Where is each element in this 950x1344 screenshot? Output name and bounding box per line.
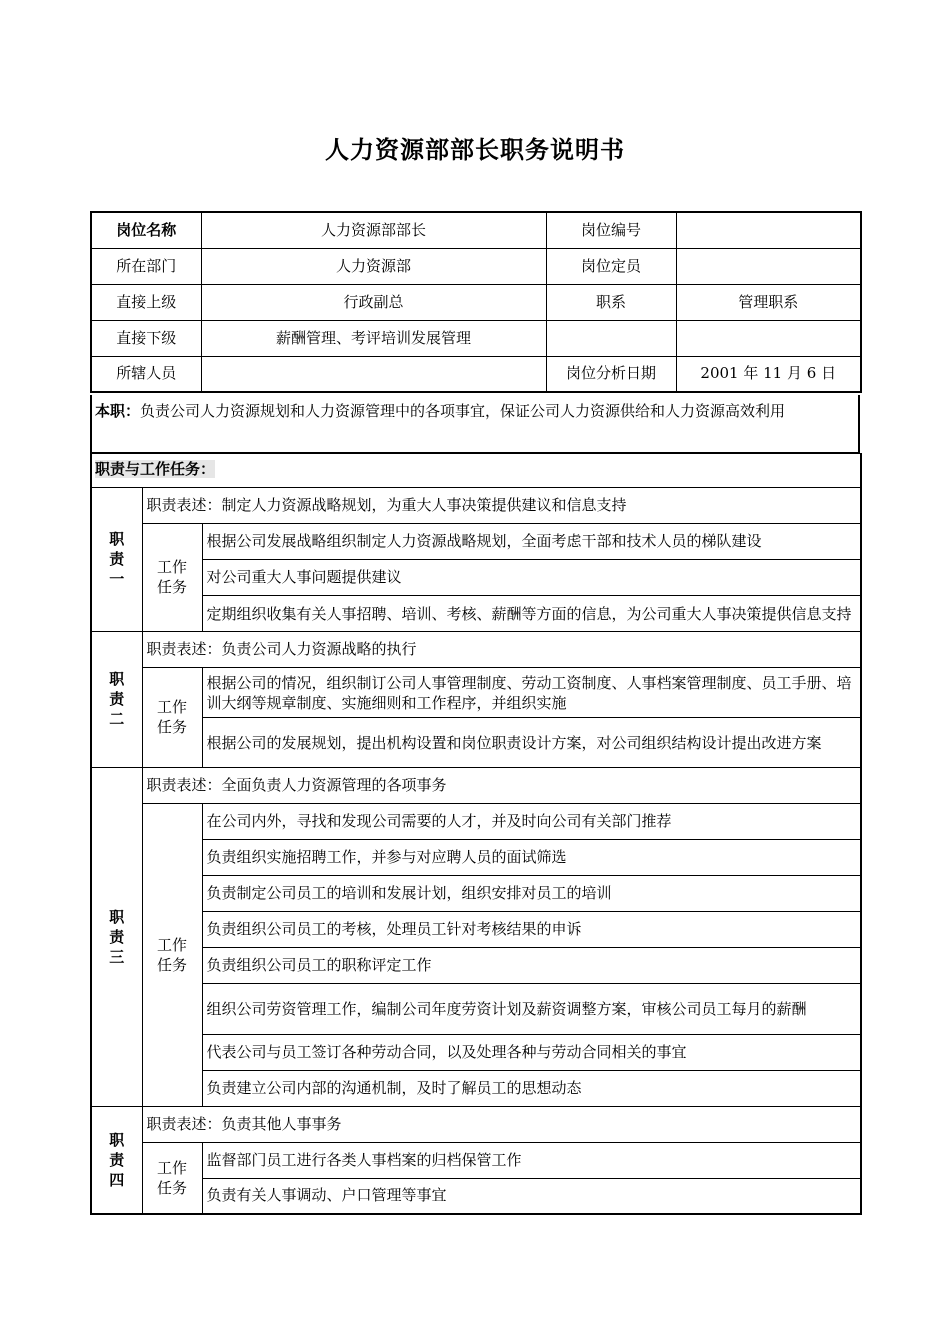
info-value [676,212,861,248]
duty-3-label: 职 责 三 [91,767,142,1106]
duty-4-statement-row [91,1106,861,1142]
info-row-position-name [91,212,861,248]
task-label: 工作 任务 [142,667,202,767]
task-label: 工作 任务 [142,1142,202,1214]
task-item: 负责建立公司内部的沟通机制，及时了解员工的思想动态 [202,1070,861,1106]
task-item: 定期组织收集有关人事招聘、培训、考核、薪酬等方面的信息，为公司重大人事决策提供信息支持 [202,595,861,631]
task-item: 负责组织实施招聘工作，并参与对应聘人员的面试筛选 [202,839,861,875]
info-label [546,320,676,356]
summary-table [90,395,860,454]
summary-cell [91,395,859,453]
task-item: 在公司内外，寻找和发现公司需要的人才，并及时向公司有关部门推荐 [202,803,861,839]
info-value: 管理职系 [676,284,861,320]
duty-3-statement-row [91,767,861,803]
duties-table [90,453,862,1215]
info-value [676,248,861,284]
info-label: 岗位编号 [546,212,676,248]
task-item: 代表公司与员工签订各种劳动合同，以及处理各种与劳动合同相关的事宜 [202,1034,861,1070]
task-item: 对公司重大人事问题提供建议 [202,559,861,595]
duty-1-statement-row [91,487,861,523]
task-item: 监督部门员工进行各类人事档案的归档保管工作 [202,1142,861,1178]
summary-label: 本职： [95,402,141,420]
job-info-table [90,211,862,393]
task-item: 负责制定公司员工的培训和发展计划，组织安排对员工的培训 [202,875,861,911]
task-item: 负责有关人事调动、户口管理等事宜 [202,1178,861,1214]
duty-4-label: 职 责 四 [91,1106,142,1214]
task-item: 组织公司劳资管理工作，编制公司年度劳资计划及薪资调整方案，审核公司员工每月的薪酬 [202,983,861,1034]
info-value: 人力资源部 [201,248,546,284]
task-item: 负责组织公司员工的职称评定工作 [202,947,861,983]
info-label: 岗位分析日期 [546,356,676,392]
task-item: 根据公司的发展规划，提出机构设置和岗位职责设计方案，对公司组织结构设计提出改进方案 [202,717,861,767]
task-label: 工作 任务 [142,803,202,1106]
info-row-subordinates [91,320,861,356]
info-label: 岗位名称 [91,212,201,248]
info-value: 薪酬管理、考评培训发展管理 [201,320,546,356]
duties-header-cell [91,453,861,487]
task-item: 负责组织公司员工的考核，处理员工针对考核结果的申诉 [202,911,861,947]
info-label: 职系 [546,284,676,320]
summary-text: 负责公司人力资源规划和人力资源管理中的各项事宜，保证公司人力资源供给和人力资源高效利用 [140,402,786,420]
task-label: 工作 任务 [142,523,202,631]
info-value: 2001 年 11 月 6 日 [676,356,861,392]
info-label: 直接上级 [91,284,201,320]
duty-2-label: 职 责 二 [91,631,142,767]
duty-1-statement: 职责表述：制定人力资源战略规划，为重大人事决策提供建议和信息支持 [142,487,861,523]
info-label: 所在部门 [91,248,201,284]
duty-2-statement: 职责表述：负责公司人力资源战略的执行 [142,631,861,667]
info-label: 岗位定员 [546,248,676,284]
info-row-supervisor [91,284,861,320]
task-item: 根据公司发展战略组织制定人力资源战略规划，全面考虑干部和技术人员的梯队建设 [202,523,861,559]
page-title: 人力资源部部长职务说明书 [325,136,625,164]
duty-2-statement-row [91,631,861,667]
duties-header: 职责与工作任务： [95,460,216,479]
info-value: 行政副总 [201,284,546,320]
info-label: 直接下级 [91,320,201,356]
task-item: 根据公司的情况，组织制订公司人事管理制度、劳动工资制度、人事档案管理制度、员工手册、培训大纲等规章制度、实施细则和工作程序，并组织实施 [202,667,861,717]
duty-3-statement: 职责表述：全面负责人力资源管理的各项事务 [142,767,861,803]
info-value [676,320,861,356]
info-value: 人力资源部部长 [201,212,546,248]
info-value [201,356,546,392]
info-label: 所辖人员 [91,356,201,392]
info-row-department [91,248,861,284]
info-row-staff [91,356,861,392]
duty-4-statement: 职责表述：负责其他人事事务 [142,1106,861,1142]
duty-1-label: 职 责 一 [91,487,142,631]
